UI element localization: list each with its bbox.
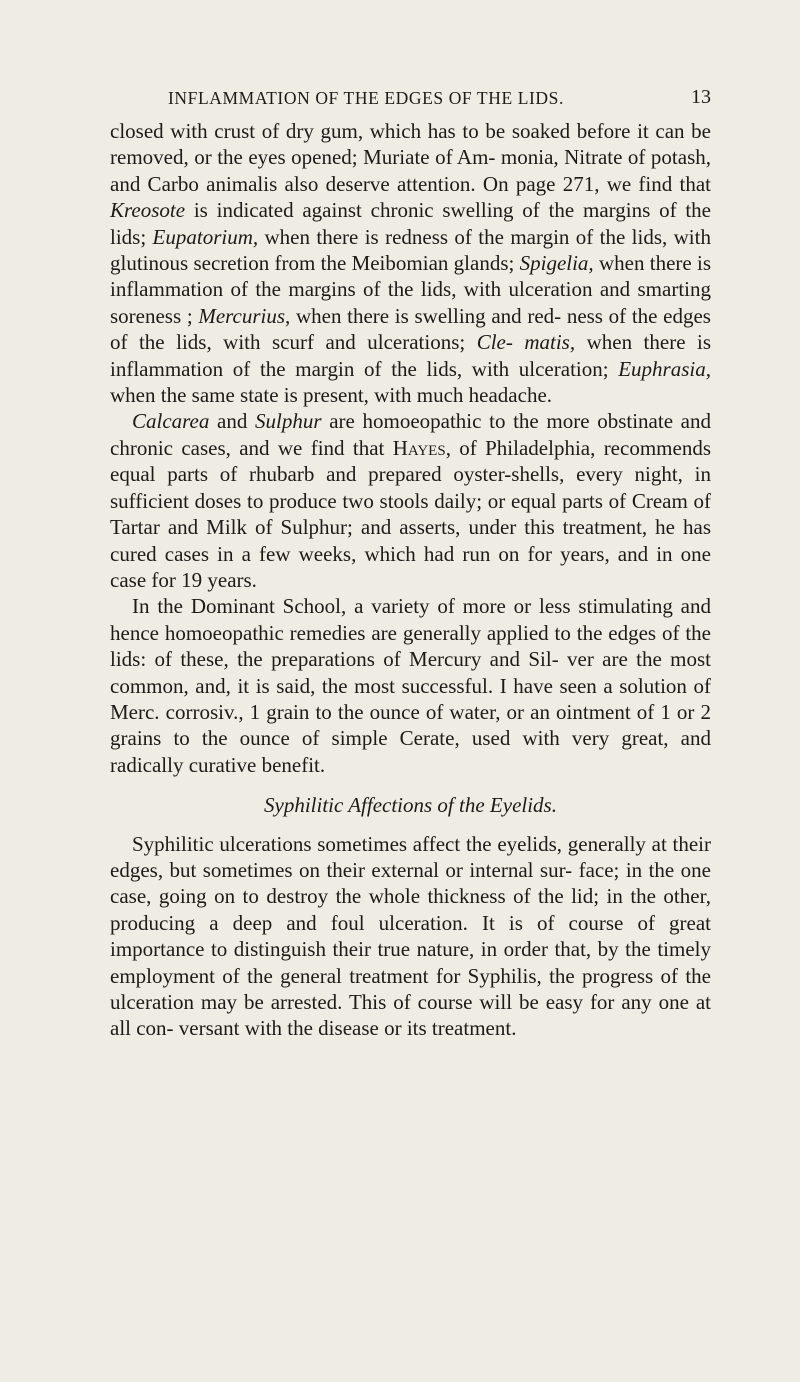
text-run: when there is inflammation of the margins of the lids, with ulceration and smarting soreness ; <box>110 251 711 328</box>
running-title: INFLAMMATION OF THE EDGES OF THE LIDS. <box>168 88 564 108</box>
body-text <box>110 118 711 1042</box>
remedy-sulphur: Sulphur <box>255 409 322 434</box>
author-hayes: Hayes <box>392 435 446 460</box>
paragraph-3: In the Dominant School, a variety of more or less stimulating and hence homoeopathic remedies are generally applied to the edges of the lids: of these, the preparations of Mercury and Sil- ver are the most common, and, it is said, the most successful. I have seen a solution of Merc. corrosiv., 1 grain to the ounce of water, or an ointment of 1 or 2 grains to the ounce of simple Cerate, used with very great, and radically curative benefit. <box>110 594 711 777</box>
paragraph-4: Syphilitic ulcerations sometimes affect the eyelids, generally at their edges, but sometimes on their external or internal sur- face; in the one case, going on to destroy the whole thickness of the lid; in the other, producing a deep and foul ulceration. It is of course of great importance to distinguish their true nature, in order that, by the timely employment of the general treatment for Syphilis, the progress of the ulceration may be arrested. This of course will be easy for any one at all con- versant with the disease or its treatment. <box>110 831 711 1041</box>
remedy-kreosote: Kreosote <box>110 198 186 223</box>
remedy-calcarea: Calcarea <box>132 409 210 434</box>
text-run: are homoeopathic to the more obstinate and chronic cases, and we find that <box>110 409 711 460</box>
text-run: when there is swelling and red- ness of the edges of the lids, with scurf and ulcerations; <box>110 303 711 355</box>
text-run: when the same state is present, with much headache. <box>110 383 553 408</box>
text-run: closed with crust of dry gum, which has to be soaked before it can be removed, or the eyes opened; Muriate of Am- monia, Nitrate of potash, and Carbo animalis also deserve attention. On page 271, we find that <box>110 119 711 196</box>
text-run: and <box>209 409 256 434</box>
remedy-mercurius: Mercurius, <box>198 303 291 328</box>
remedy-euphrasia: Euphrasia, <box>618 356 711 381</box>
section-heading: Syphilitic Affections of the Eyelids. <box>264 793 557 818</box>
remedy-clematis: Cle- matis, <box>476 330 576 355</box>
paragraph-2 <box>110 408 711 593</box>
text-run: when there is inflammation of the margin of the lids, with ulceration; <box>110 330 712 381</box>
text-run: when there is redness of the margin of the lids, with glutinous secretion from the Meibomian glands; <box>110 224 711 276</box>
text-run: is indicated against chronic swelling of the margins of the lids; <box>110 198 711 249</box>
text-run: , of Philadelphia, recommends equal parts of rhubarb and prepared oyster-shells, every night, in sufficient doses to produce two stools daily; or equal parts of Cream of Tartar and Milk of Sulphur; and asserts, under this treatment, he has cured cases in a few weeks, which had run on for years, and in one case for 19 years. <box>110 435 711 592</box>
remedy-spigelia: Spigelia, <box>519 251 594 276</box>
remedy-eupatorium: Eupatorium, <box>152 224 259 249</box>
paragraph-1 <box>110 118 711 408</box>
page-number: 13 <box>691 86 711 108</box>
